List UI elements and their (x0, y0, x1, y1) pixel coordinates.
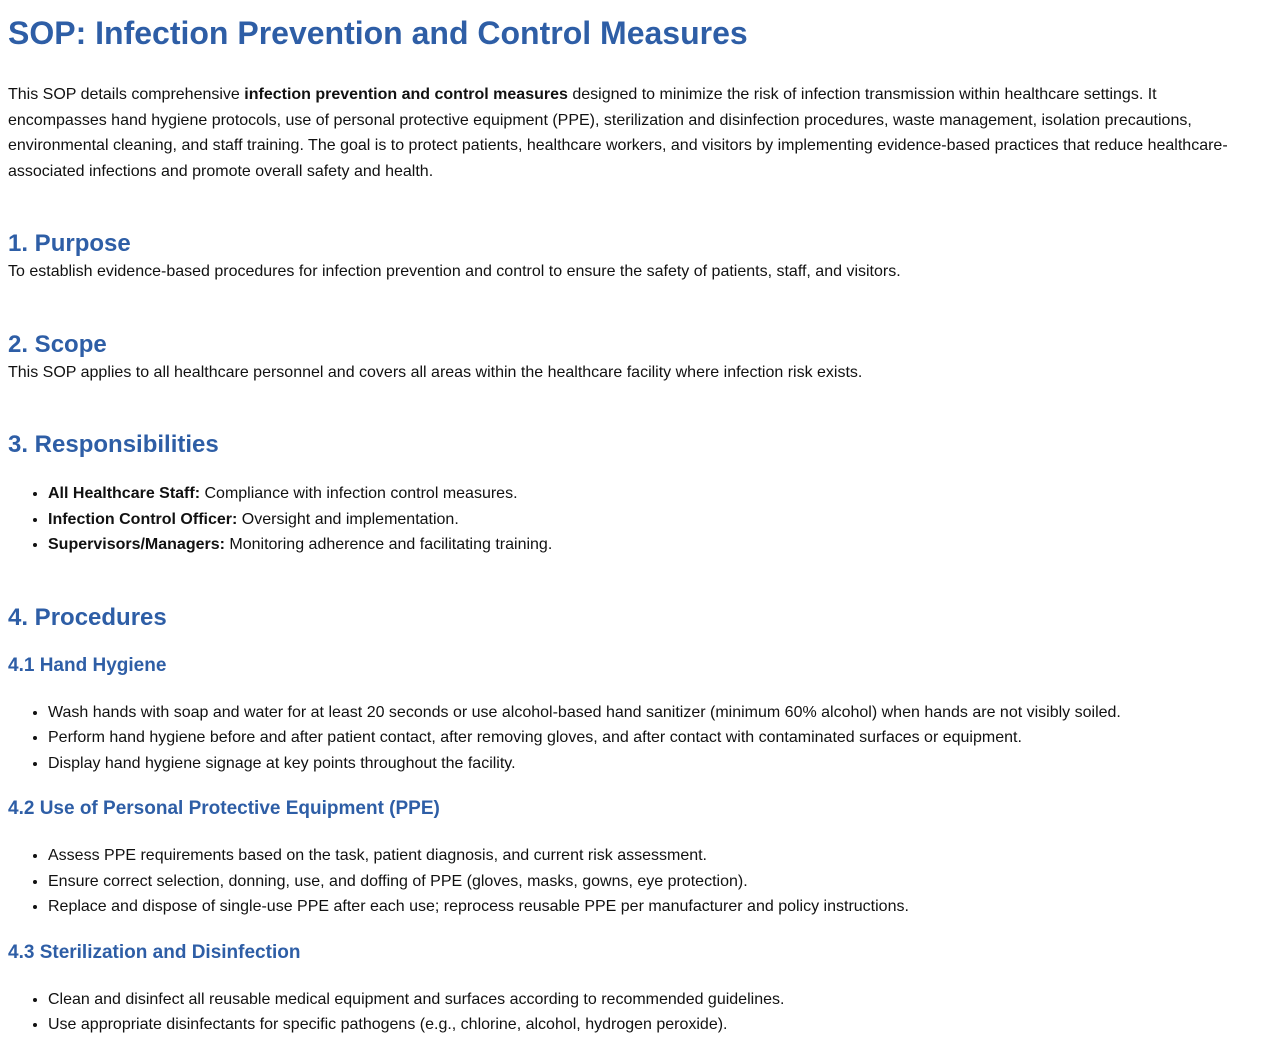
intro-text-start: This SOP details comprehensive (8, 86, 245, 103)
hand-hygiene-heading: 4.1 Hand Hygiene (8, 654, 167, 676)
scope-heading: 2. Scope (8, 330, 107, 358)
intro-text-bold: infection prevention and control measures (244, 86, 568, 103)
scope-text: This SOP applies to all healthcare personnel and covers all areas within the healthcare facility where infection risk exists. (8, 363, 863, 381)
sterilization-heading: 4.3 Sterilization and Disinfection (8, 941, 301, 963)
intro-text-end: designed to minimize the risk of infection transmission within healthcare settings. It encompasses hand hygiene protocols, use of personal protective equipment (PPE), sterilization and disinfection procedures, waste management, isolation precautions, environmental cleaning, and staff training. The goal is to protect patients, healthcare workers, and visitors by implementing evidence-based practices that reduce healthcare-associated infections and promote overall safety and health. (8, 86, 1228, 180)
responsibilities-heading: 3. Responsibilities (8, 431, 219, 458)
role-label: Infection Control Officer: (48, 510, 238, 528)
list-item: • Ensure correct selection, donning, use, and doffing of PPE (gloves, masks, gowns, eye protection). (48, 869, 1238, 895)
ppe-heading: 4.2 Use of Personal Protective Equipment (PPE) (8, 798, 440, 819)
role-description: Monitoring adherence and facilitating training. (224, 536, 553, 553)
role-label: All Healthcare Staff: (48, 485, 201, 502)
list-item (48, 532, 1238, 558)
ppe-list (8, 843, 1238, 920)
role-label: Supervisors/Managers: (48, 536, 225, 553)
hand-hygiene-list (8, 700, 1238, 777)
list-item: • Assess PPE requirements based on the task, patient diagnosis, and current risk assessment. (48, 843, 1238, 869)
list-item (48, 507, 1238, 533)
role-description: Oversight and implementation. (237, 510, 459, 528)
purpose-text: To establish evidence-based procedures for infection prevention and control to ensure the safety of patients, staff, and visitors. (8, 263, 901, 280)
list-item: • Perform hand hygiene before and after patient contact, after removing gloves, and after contact with contaminated surfaces or equipment. (48, 725, 1238, 751)
list-item: • Replace and dispose of single-use PPE after each use; reprocess reusable PPE per manufacturer and policy instructions. (48, 894, 1238, 920)
list-item (48, 481, 1238, 507)
intro-paragraph (8, 82, 1238, 184)
list-item: • Wash hands with soap and water for at least 20 seconds or use alcohol-based hand sanitizer (minimum 60% alcohol) when hands are not visibly soiled. (48, 700, 1238, 726)
sterilization-list (8, 987, 1238, 1038)
list-item: • Clean and disinfect all reusable medical equipment and surfaces according to recommended guidelines. (48, 987, 1238, 1013)
list-item: • Use appropriate disinfectants for specific pathogens (e.g., chlorine, alcohol, hydrogen peroxide). (48, 1012, 1238, 1038)
list-item: • Display hand hygiene signage at key points throughout the facility. (48, 751, 1238, 777)
procedures-heading: 4. Procedures (8, 603, 167, 631)
responsibilities-list (8, 481, 1238, 558)
role-description: Compliance with infection control measures. (200, 485, 518, 502)
purpose-heading: 1. Purpose (8, 230, 131, 257)
page-title: SOP: Infection Prevention and Control Measures (8, 15, 748, 51)
